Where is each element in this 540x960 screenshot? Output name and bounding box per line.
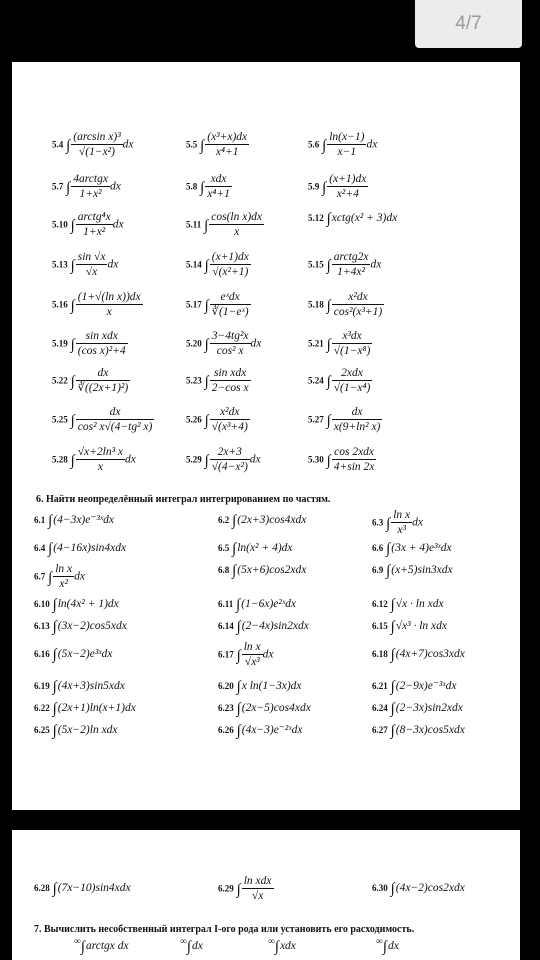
numerator: sin xdx (76, 329, 128, 344)
problem-number: 5.15 (308, 259, 324, 270)
fraction (327, 172, 368, 202)
denominator: cos²(x³+1) (333, 306, 383, 319)
denominator: √(x³+4) (211, 421, 248, 434)
fraction (210, 329, 251, 359)
fraction (332, 290, 385, 320)
fraction (327, 130, 366, 160)
fraction (76, 366, 130, 396)
numerator: cos(ln x)dx (209, 210, 264, 225)
fraction (71, 172, 110, 202)
problem-number: 5.28 (52, 454, 68, 465)
problem-number: 6.14 (218, 621, 234, 631)
integrand: (2x+1)ln(x+1)dx (57, 702, 136, 714)
problem-6-1: 6.1 ∫(4−3x)e⁻³ˣdx (34, 513, 114, 529)
denominator: x (234, 226, 240, 239)
problem-6-17: 6.17 ∫ $\frac{\text{ln x}}{\text{√x³}}$ dx (218, 641, 274, 669)
numerator: (x³+x)dx (205, 130, 249, 145)
problem-number: 5.9 (308, 181, 320, 192)
numerator: √x+2ln³ x (76, 445, 125, 460)
problem-6-14: 6.14 ∫(2−4x)sin2xdx (218, 619, 309, 635)
problem-5-22: 5.22 ∫ $\frac{dx}{\text{∛((2x+1)²)}}$ (52, 367, 129, 395)
fraction (210, 366, 251, 396)
numerator: (arcsin x)³ (71, 130, 122, 145)
denominator: x (106, 306, 112, 319)
integrand: √x · ln xdx (395, 598, 444, 610)
integrand: (4x−2)cos2xdx (395, 882, 465, 894)
problem-number: 5.29 (186, 454, 202, 465)
problem-5-18: 5.18 ∫ $\frac{\text{x²dx}}{\text{cos²(x³+1)}}$ (308, 291, 383, 319)
problem-number: 6.3 (372, 517, 384, 528)
differential: dx (74, 570, 86, 583)
upper-limit: ∞ (74, 936, 81, 947)
fraction (210, 290, 251, 320)
integrand: (2−4x)sin2xdx (241, 620, 309, 632)
problem-5-15: 5.15 ∫ $\frac{\text{arctg2x}}{\text{1+4x²}}$ dx (308, 251, 382, 279)
problem-6-22: 6.22 ∫(2x+1)ln(x+1)dx (34, 701, 136, 717)
problem-6-25: 6.25 ∫(5x−2)ln xdx (34, 723, 118, 739)
problem-number: 6.30 (372, 883, 388, 893)
problem-6-12: 6.12 ∫√x · ln xdx (372, 597, 444, 613)
integrand: (8−3x)cos5xdx (395, 724, 465, 736)
numerator: cos 2xdx (332, 445, 377, 460)
problem-5-11: 5.11 ∫ $\frac{\text{cos(ln x)dx}}{x}$ (186, 211, 263, 239)
section-7-integral-2: ∞∫dx (180, 936, 203, 955)
integrand: (3x + 4)e³ˣdx (391, 542, 452, 554)
problem-number: 6.4 (34, 543, 46, 553)
problem-number: 6.8 (218, 565, 230, 575)
differential: dx (412, 516, 424, 529)
fraction (209, 210, 264, 240)
denominator: √(1−x⁸) (333, 345, 371, 358)
problem-number: 6.18 (372, 649, 388, 659)
denominator: x³ (397, 524, 406, 537)
problem-6-15: 6.15 ∫√x³ · ln xdx (372, 619, 448, 635)
denominator: √x³ (244, 656, 260, 669)
problem-5-24: 5.24 ∫ $\frac{\text{2xdx}}{\text{√(1−x⁴)}}$ (308, 367, 371, 395)
fraction (76, 290, 143, 320)
problem-6-24: 6.24 ∫(2−3x)sin2xdx (372, 701, 463, 717)
upper-limit: ∞ (180, 936, 187, 947)
upper-limit: ∞ (376, 936, 383, 947)
fraction (205, 130, 249, 160)
integrand: (5x−2)ln xdx (57, 724, 118, 736)
problem-number: 5.21 (308, 338, 324, 349)
problem-number: 6.6 (372, 543, 384, 553)
numerator: dx (76, 405, 155, 420)
problem-number: 5.13 (52, 259, 68, 270)
integrand: ln(x² + 4)dx (237, 542, 293, 554)
problem-number: 6.23 (218, 703, 234, 713)
problem-5-13: 5.13 ∫ $\frac{\sin √x}{√x}$ dx (52, 251, 119, 279)
denominator: x(9+ln² x) (333, 421, 381, 434)
problem-number: 6.28 (34, 883, 50, 893)
problem-number: 6.27 (372, 725, 388, 735)
differential: dx (109, 180, 121, 193)
numerator: sin √x (76, 250, 108, 265)
problem-number: 5.23 (186, 375, 202, 386)
problem-5-7: 5.7 ∫ $\frac{\text{4arctgx}}{\text{1+x²}}$ dx (52, 173, 121, 201)
denominator: 1+x² (79, 188, 102, 201)
problem-number: 5.8 (186, 181, 198, 192)
numerator: xdx (205, 172, 232, 187)
numerator: dx (76, 366, 130, 381)
section-7-integral-4: ∞∫dx (376, 936, 399, 955)
problem-number: 5.5 (186, 139, 198, 150)
problem-number: 5.27 (308, 414, 324, 425)
denominator: ∛(1−eˣ) (211, 306, 249, 319)
problem-number: 5.4 (52, 139, 64, 150)
denominator: √(1−x⁴) (333, 382, 371, 395)
problem-5-14: 5.14 ∫ $\frac{(x+1)dx}{\text{√(x²+1)}}$ (186, 251, 249, 279)
numerator: dx (332, 405, 383, 420)
fraction (76, 210, 113, 240)
problem-5-4: 5.4 ∫ $\frac{\text{(arcsin x)³}}{\text{√(1−x²)}}$ dx (52, 131, 134, 159)
fraction (76, 405, 155, 435)
problem-number: 5.18 (308, 299, 324, 310)
denominator: x⁴+1 (207, 188, 230, 201)
problem-number: 6.29 (218, 883, 234, 894)
problem-number: 6.12 (372, 599, 388, 609)
problem-number: 6.25 (34, 725, 50, 735)
denominator: ∛((2x+1)²) (77, 382, 129, 395)
denominator: 1+4x² (337, 266, 365, 279)
problem-5-16: 5.16 ∫ $\frac{\text{(1+√(ln x))dx}}{x}$ (52, 291, 141, 319)
problem-number: 6.17 (218, 649, 234, 660)
denominator: √(4−x²) (211, 461, 248, 474)
integrand: (5x+6)cos2xdx (237, 564, 307, 576)
problem-number: 5.19 (52, 338, 68, 349)
denominator: x−1 (337, 146, 357, 159)
numerator: (x+1)dx (210, 250, 251, 265)
problem-number: 6.16 (34, 649, 50, 659)
upper-limit: ∞ (268, 936, 275, 947)
document-page (12, 62, 520, 810)
denominator: 4+sin 2x (333, 461, 375, 474)
problem-5-21: 5.21 ∫ $\frac{\text{x³dx}}{\text{√(1−x⁸)}}$ (308, 330, 371, 358)
denominator: x²+4 (336, 188, 359, 201)
problem-number: 6.20 (218, 681, 234, 691)
fraction (332, 445, 377, 475)
problem-6-6: 6.6 ∫(3x + 4)e³ˣdx (372, 541, 452, 557)
integrand: (4−16x)sin4xdx (53, 542, 127, 554)
page-counter[interactable] (415, 0, 522, 48)
fraction (205, 172, 232, 202)
integrand: (7x−10)sin4xdx (57, 882, 131, 894)
integrand: (4x−3)e⁻²ˣdx (241, 724, 303, 736)
differential: dx (249, 453, 261, 466)
problem-6-16: 6.16 ∫(5x−2)e³ˣdx (34, 647, 113, 663)
fraction (210, 250, 251, 280)
problem-6-10: 6.10 ∫ln(4x² + 1)dx (34, 597, 119, 613)
problem-6-23: 6.23 ∫(2x−5)cos4xdx (218, 701, 311, 717)
numerator: 2x+3 (210, 445, 250, 460)
problem-6-13: 6.13 ∫(3x−2)cos5xdx (34, 619, 127, 635)
numerator: 4arctgx (71, 172, 110, 187)
numerator: ln x (242, 640, 263, 655)
denominator: 1+x² (83, 226, 106, 239)
section-6-heading: 6. Найти неопределённый интеграл интегрированием по частям. (36, 494, 331, 505)
problem-6-2: 6.2 ∫(2x+3)cos4xdx (218, 513, 307, 529)
numerator: xdx (279, 939, 296, 952)
denominator: cos² x√(4−tg² x) (77, 421, 153, 434)
problem-number: 5.26 (186, 414, 202, 425)
page-counter-label: 4/7 (455, 13, 482, 34)
numerator: dx (387, 939, 399, 952)
problem-number: 6.1 (34, 515, 46, 525)
problem-5-25: 5.25 ∫ $\frac{dx}{\text{cos² x√(4−tg² x)}}$ (52, 406, 153, 434)
integrand: √x³ · ln xdx (395, 620, 448, 632)
problem-6-20: 6.20 ∫x ln(1−3x)dx (218, 679, 302, 695)
numerator: (x+1)dx (327, 172, 368, 187)
denominator: √x (85, 266, 98, 279)
integrand: (4−3x)e⁻³ˣdx (53, 514, 114, 526)
problem-6-3: 6.3 ∫ $\frac{\text{ln x}}{\text{x³}}$ dx (372, 509, 424, 537)
problem-5-30: 5.30 ∫ $\frac{\text{cos 2xdx}}{4+\sin 2x}$ (308, 446, 375, 474)
problem-number: 5.17 (186, 299, 202, 310)
problem-6-27: 6.27 ∫(8−3x)cos5xdx (372, 723, 465, 739)
differential: dx (125, 453, 136, 466)
differential: dx (107, 258, 119, 271)
problem-number: 6.22 (34, 703, 50, 713)
problem-5-28: 5.28 ∫ $\frac{\text{√x+2ln³ x}}{x}$ dx (52, 446, 136, 474)
problem-number: 6.13 (34, 621, 50, 631)
numerator: (1+√(ln x))dx (76, 290, 143, 305)
fraction (332, 366, 373, 396)
numerator: arctgx dx (85, 939, 129, 952)
numerator: dx (191, 939, 203, 952)
fraction (332, 329, 373, 359)
differential: dx (366, 138, 378, 151)
denominator: cos² x (216, 345, 244, 358)
denominator: √(1−x²) (78, 146, 115, 159)
numerator: 2xdx (332, 366, 373, 381)
problem-5-6: 5.6 ∫ $\frac{\ln(x-1)}{x-1}$ dx (308, 131, 378, 159)
differential: dx (262, 648, 274, 661)
denominator: (cos x)²+4 (77, 345, 126, 358)
problem-5-23: 5.23 ∫ $\frac{\text{sin xdx}}{\text{2−cos x}}$ (186, 367, 249, 395)
numerator: x³dx (332, 329, 373, 344)
problem-5-20: 5.20 ∫ $\frac{\text{3−4tg²x}}{\text{cos² x}}$ dx (186, 330, 262, 358)
fraction (76, 250, 108, 280)
integrand: (x+5)sin3xdx (391, 564, 453, 576)
fraction (391, 508, 412, 538)
problem-6-9: 6.9 ∫(x+5)sin3xdx (372, 563, 453, 579)
integrand: (2x+3)cos4xdx (237, 514, 307, 526)
denominator: x⁴+1 (215, 146, 239, 159)
fraction (53, 562, 74, 592)
problem-5-10: 5.10 ∫ $\frac{\text{arctg⁴x}}{\text{1+x²}}$ dx (52, 211, 124, 239)
numerator: arctg⁴x (76, 210, 113, 225)
problem-6-26: 6.26 ∫(4x−3)e⁻²ˣdx (218, 723, 303, 739)
problem-5-8: 5.8 ∫ $\frac{\text{xdx}}{\text{x⁴+1}}$ (186, 173, 230, 201)
denominator: x² (59, 578, 68, 591)
numerator: eˣdx (210, 290, 251, 305)
section-7-heading: 7. Вычислить несобственный интеграл I-ого рода или установить его расходимость. (34, 924, 415, 935)
differential: dx (122, 138, 134, 151)
problem-number: 6.7 (34, 571, 46, 582)
integrand: (4x+7)cos3xdx (395, 648, 465, 660)
problem-number: 6.10 (34, 599, 50, 609)
problem-number: 6.11 (218, 599, 234, 609)
problem-number: 5.20 (186, 338, 202, 349)
denominator: x (97, 461, 103, 474)
fraction (71, 130, 122, 160)
denominator: √x (251, 890, 264, 903)
problem-5-27: 5.27 ∫ $\frac{dx}{\text{x(9+ln² x)}}$ (308, 406, 381, 434)
section-7-integral-1: ∞∫arctgx dx (74, 936, 129, 955)
problem-number: 5.25 (52, 414, 68, 425)
problem-number: 5.24 (308, 375, 324, 386)
numerator: x²dx (210, 405, 250, 420)
fraction (332, 250, 371, 280)
integrand: ln(4x² + 1)dx (57, 598, 119, 610)
fraction (242, 874, 274, 904)
fraction (210, 405, 250, 435)
differential: dx (250, 337, 262, 350)
integrand: (2x−5)cos4xdx (241, 702, 311, 714)
problem-number: 5.16 (52, 299, 68, 310)
problem-6-29: 6.29 ∫ $\frac{\text{ln xdx}}{√x}$ (218, 875, 272, 903)
numerator: ln xdx (242, 874, 274, 889)
problem-6-8: 6.8 ∫(5x+6)cos2xdx (218, 563, 307, 579)
fraction (332, 405, 383, 435)
numerator: x²dx (332, 290, 385, 305)
problem-number: 6.21 (372, 681, 388, 691)
section-7-integral-3: ∞∫xdx (268, 936, 296, 955)
integrand: (3x−2)cos5xdx (57, 620, 127, 632)
numerator: ln x (391, 508, 412, 523)
differential: dx (112, 218, 124, 231)
fraction (242, 640, 263, 670)
integrand: x ln(1−3x)dx (241, 680, 302, 692)
problem-5-12: 5.12 ∫xctg(x² + 3)dx (308, 211, 398, 227)
numerator: arctg2x (332, 250, 371, 265)
problem-number: 5.14 (186, 259, 202, 270)
problem-number: 6.15 (372, 621, 388, 631)
problem-number: 6.5 (218, 543, 230, 553)
problem-5-26: 5.26 ∫ $\frac{\text{x²dx}}{\text{√(x³+4)}}$ (186, 406, 248, 434)
problem-6-4: 6.4 ∫(4−16x)sin4xdx (34, 541, 127, 557)
problem-6-19: 6.19 ∫(4x+3)sin5xdx (34, 679, 125, 695)
problem-6-21: 6.21 ∫(2−9x)e⁻³ˣdx (372, 679, 457, 695)
problem-6-7: 6.7 ∫ $\frac{\text{ln x}}{\text{x²}}$ dx (34, 563, 86, 591)
problem-5-29: 5.29 ∫ $\frac{2x+3}{\text{√(4−x²)}}$ dx (186, 446, 261, 474)
problem-6-28: 6.28 ∫(7x−10)sin4xdx (34, 881, 131, 897)
problem-5-19: 5.19 ∫ $\frac{\text{sin xdx}}{\text{(cos x)²+4}}$ (52, 330, 126, 358)
integrand: (2−3x)sin2xdx (395, 702, 463, 714)
problem-number: 5.11 (186, 219, 202, 230)
denominator: 2−cos x (211, 382, 249, 395)
problem-number: 5.12 (308, 213, 324, 223)
problem-number: 6.24 (372, 703, 388, 713)
numerator: ln(x−1) (327, 130, 366, 145)
problem-5-5: 5.5 ∫ $\frac{\text{(x³+x)dx}}{\text{x⁴+1}}$ (186, 131, 248, 159)
problem-number: 6.2 (218, 515, 230, 525)
problem-number: 5.7 (52, 181, 64, 192)
integrand: (1−6x)e²ˣdx (241, 598, 296, 610)
integrand: (5x−2)e³ˣdx (57, 648, 113, 660)
integrand: (2−9x)e⁻³ˣdx (395, 680, 457, 692)
numerator: ln x (53, 562, 74, 577)
fraction (76, 329, 128, 359)
fraction (210, 445, 250, 475)
problem-number: 6.19 (34, 681, 50, 691)
denominator: √(x²+1) (212, 266, 249, 279)
problem-number: 5.6 (308, 139, 320, 150)
document-page-next (12, 830, 520, 960)
problem-6-30: 6.30 ∫(4x−2)cos2xdx (372, 881, 465, 897)
problem-5-17: 5.17 ∫ $\frac{\text{eˣdx}}{\text{∛(1−eˣ)}}$ (186, 291, 249, 319)
fraction (76, 445, 125, 475)
problem-number: 5.30 (308, 454, 324, 465)
numerator: 3−4tg²x (210, 329, 251, 344)
integrand: xctg(x² + 3)dx (331, 212, 398, 224)
problem-6-18: 6.18 ∫(4x+7)cos3xdx (372, 647, 465, 663)
problem-6-11: 6.11 ∫(1−6x)e²ˣdx (218, 597, 296, 613)
differential: dx (370, 258, 382, 271)
problem-number: 6.26 (218, 725, 234, 735)
problem-number: 5.10 (52, 219, 68, 230)
problem-number: 6.9 (372, 565, 384, 575)
problem-5-9: 5.9 ∫ $\frac{(x+1)dx}{\text{x²+4}}$ (308, 173, 367, 201)
problem-number: 5.22 (52, 375, 68, 386)
numerator: sin xdx (210, 366, 251, 381)
integrand: (4x+3)sin5xdx (57, 680, 125, 692)
problem-6-5: 6.5 ∫ln(x² + 4)dx (218, 541, 293, 557)
